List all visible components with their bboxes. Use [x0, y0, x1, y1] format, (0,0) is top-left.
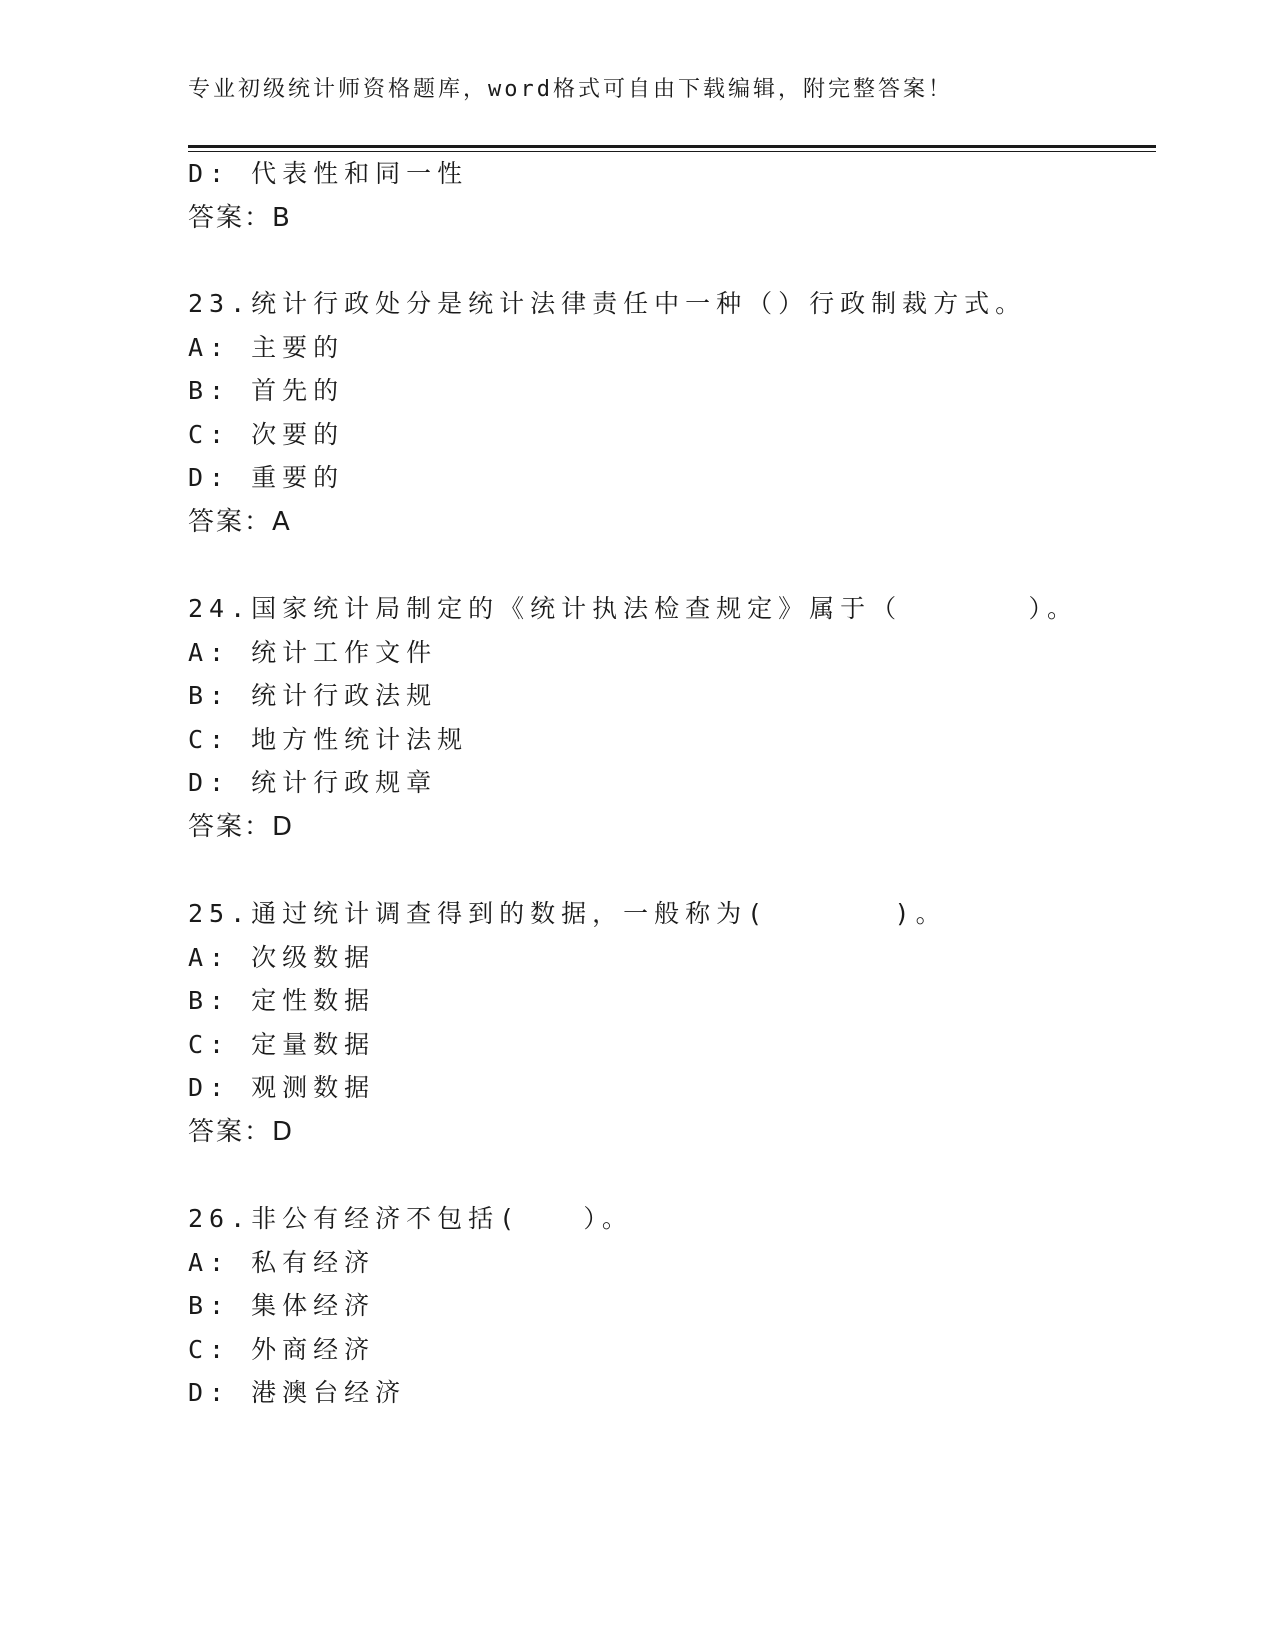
- question-23-stem: 23.统计行政处分是统计法律责任中一种（）行政制裁方式。: [188, 289, 1027, 318]
- question-24-option-a: A: 统计工作文件: [188, 638, 438, 667]
- question-25-option-c: C: 定量数据: [188, 1030, 376, 1059]
- question-24-option-b: B: 统计行政法规: [188, 681, 438, 710]
- question-26-option-b: B: 集体经济: [188, 1291, 376, 1320]
- question-24-answer: 答案：D: [188, 812, 295, 842]
- question-23-answer: 答案：A: [188, 507, 292, 537]
- question-23-option-d: D: 重要的: [188, 463, 345, 492]
- question-24-stem: 24.国家统计局制定的《统计执法检查规定》属于（ ）。: [188, 594, 1078, 623]
- question-26-option-c: C: 外商经济: [188, 1335, 376, 1364]
- question-25-option-b: B: 定性数据: [188, 986, 376, 1015]
- question-26-stem: 26.非公有经济不包括( ）。: [188, 1204, 633, 1233]
- question-26-option-d: D: 港澳台经济: [188, 1378, 407, 1407]
- question-23-option-b: B: 首先的: [188, 376, 345, 405]
- question-24-option-d: D: 统计行政规章: [188, 768, 438, 797]
- prev-answer: 答案：B: [188, 203, 292, 233]
- question-25-answer: 答案：D: [188, 1117, 295, 1147]
- question-25-stem: 25.通过统计调查得到的数据，一般称为( )。: [188, 899, 947, 928]
- header-rule-thick: [188, 145, 1156, 148]
- question-26-option-a: A: 私有经济: [188, 1248, 376, 1277]
- question-25-option-d: D: 观测数据: [188, 1073, 376, 1102]
- header-rule-thin: [188, 151, 1156, 152]
- page-header: 专业初级统计师资格题库，word格式可自由下载编辑，附完整答案！: [188, 77, 953, 102]
- prev-option-d: D: 代表性和同一性: [188, 159, 469, 188]
- question-23-option-a: A: 主要的: [188, 333, 345, 362]
- question-23-option-c: C: 次要的: [188, 420, 345, 449]
- question-25-option-a: A: 次级数据: [188, 943, 376, 972]
- question-24-option-c: C: 地方性统计法规: [188, 725, 469, 754]
